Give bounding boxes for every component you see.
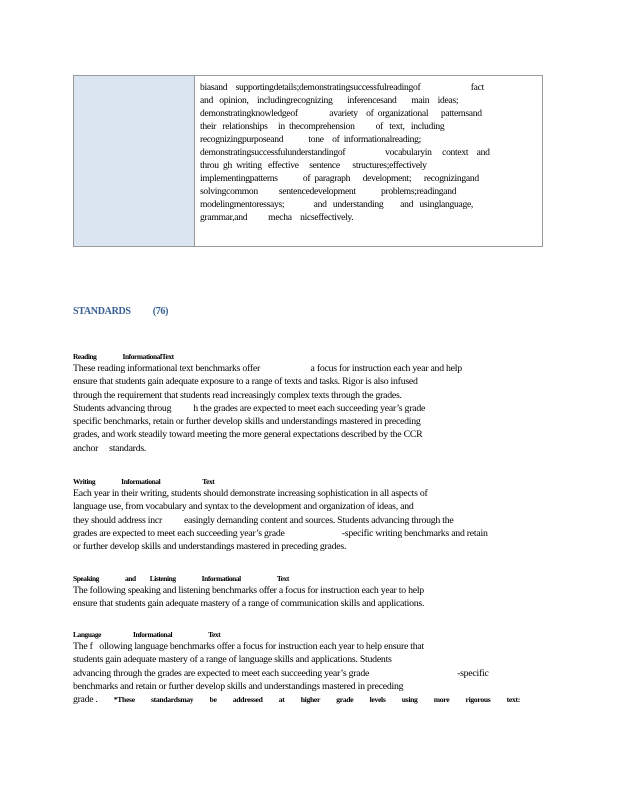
title-word: Speaking [73,574,99,583]
title-word: Listening [149,574,176,583]
body-line: language use, from vocabulary and syntax to the development and organization of ideas, and [73,501,414,513]
last-line-word: grade [336,695,354,705]
body-line: students gain adequate mastery of a range of language skills and applications. Students [73,654,392,666]
body-line: Students advancing throug h the grades are expected to meet each succeeding year’s grade [73,402,426,414]
table-text-line: demonstratingknowledgeof avariety of organizational patternsand [200,108,482,119]
speaking-section [73,573,543,611]
table-label-cell [74,76,195,246]
body-line: grades are expected to meet each succeeding year’s grade -specific writing benchmarks and retain [73,527,488,539]
body-line: These reading informational text benchmarks offer a focus for instruction each year and help [73,363,462,374]
body-line: Each year in their writing, students should demonstrate increasing sophistication in all aspects of [73,488,428,499]
table-text-line: biasand supportingdetails;demonstratingsuccessfulreadingof fact [200,82,484,93]
title-word: Text [208,630,221,639]
reading-section [73,351,543,455]
body-line: they should address incr easingly demanding content and sources. Students advancing through the [73,514,454,526]
body-line: specific benchmarks, retain or further develop skills and understandings mastered in preceding [73,416,421,428]
table-text-line: solvingcommon sentencedevelopment problems;readingand [200,186,457,197]
section-title [73,351,543,362]
language-section [73,629,543,706]
body-line: through the requirement that students read increasingly complex texts through the grades. [73,389,402,401]
body-line: The f ollowing language benchmarks offer a focus for instruction each year to help ensure that [73,641,424,652]
writing-section [73,476,543,553]
table-text-line: demonstratingsuccessfulunderstandingof vocabularyin context and [200,147,490,158]
title-word: Reading [73,352,97,361]
last-line-word: levels [369,695,386,705]
section-title [73,573,543,584]
standards-title: STANDARDS [73,306,131,317]
body-line: anchor standards. [73,442,147,454]
last-line-word: text: [506,695,520,705]
body-line: advancing through the grades are expected to meet each succeeding year’s grade -specific [73,667,489,679]
body-line: ensure that students gain adequate mastery of a range of communication skills and applications. [73,598,425,610]
last-line-word: at [278,695,285,705]
last-line-word: be [209,695,217,705]
benchmark-table [73,75,543,247]
standards-count: (76) [152,306,169,317]
table-text-line: implementingpatterns of paragraph development; recognizingand [200,173,479,184]
title-word: Informational [121,477,161,486]
title-word: Informational [133,630,173,639]
table-text-line: modelingmentoressays; and understanding and usinglanguage, [200,199,474,210]
table-text-line: grammar,and mecha nicseffectively. [200,212,354,223]
last-line-word: using [401,695,418,705]
title-word: and [124,574,136,583]
title-word: Writing [73,477,96,486]
last-line-lead: grade . [73,694,98,706]
section-title [73,629,543,640]
body-line: benchmarks and retain or further develop skills and understandings mastered in preceding [73,680,404,692]
table-text-line: recognizingpurposeand tone of informationalreading; [200,134,422,145]
last-line-word: rigorous [465,695,491,705]
body-line: or further develop skills and understandings mastered in preceding grades. [73,541,347,553]
last-line-word: more [433,695,450,705]
body-line: The following speaking and listening benchmarks offer a focus for instruction each year to help [73,585,424,596]
table-text-line: and opinion, includingrecognizing inferencesand main ideas; [200,95,459,106]
title-word: Text [202,477,215,486]
last-line-word: higher [300,695,321,705]
title-word: Language [73,630,102,639]
standards-heading [73,306,168,317]
title-word: Text [276,574,289,583]
body-line: grades, and work steadily toward meeting the more general expectations described by the CCR [73,429,423,441]
title-word: InformationalText [122,352,174,361]
last-line-word: *These [113,695,135,705]
body-line: ensure that students gain adequate exposure to a range of texts and tasks. Rigor is also infused [73,376,418,388]
last-line-word: standardsmay [151,695,194,705]
table-text-cell [195,76,542,246]
table-text-line: their relationships in thecomprehension of text, including [200,121,445,132]
section-title [73,476,543,487]
table-text-line: throu gh writing effective sentence structures;effectively [200,160,427,171]
body-last-line [73,693,520,706]
title-word: Informational [201,574,241,583]
last-line-word: addressed [232,695,263,705]
